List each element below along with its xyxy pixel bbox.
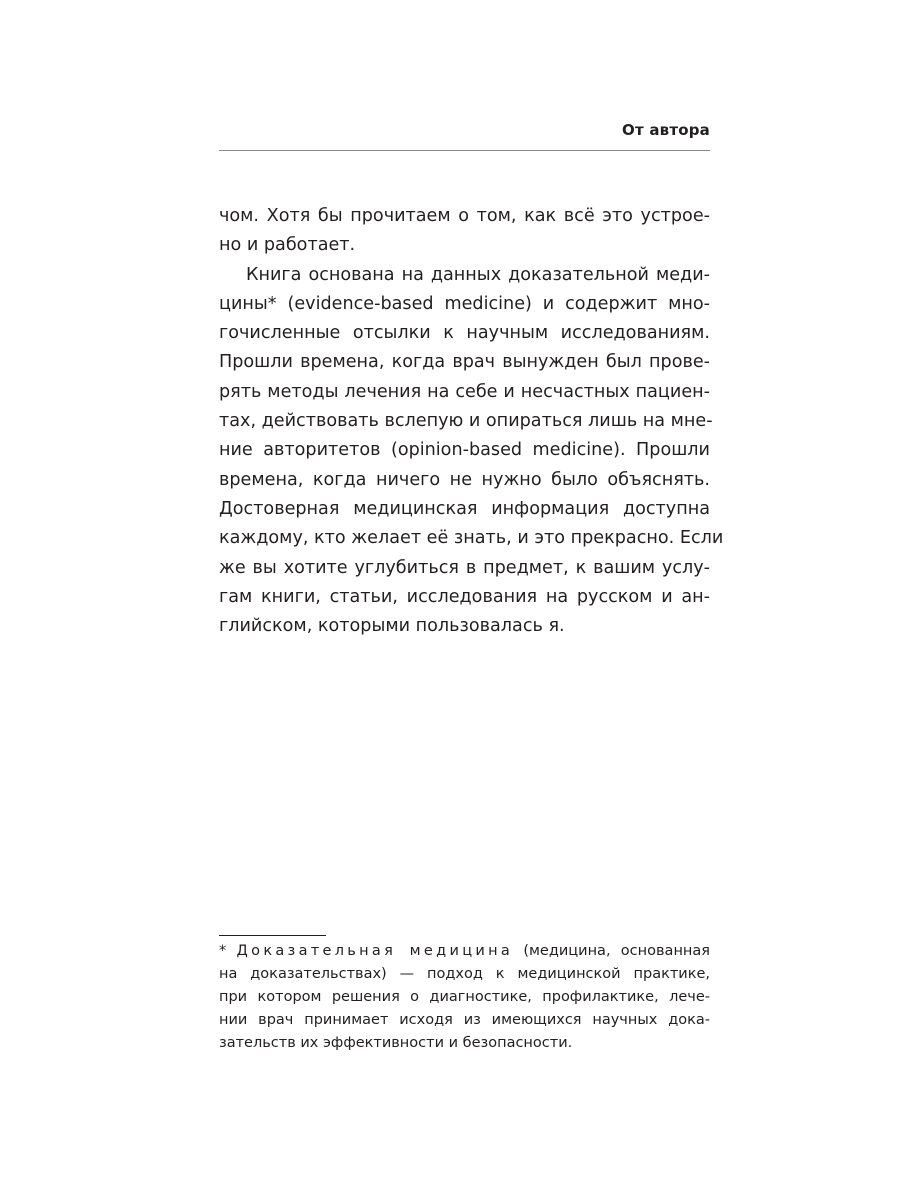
body-line: глийском, которыми пользовалась я. bbox=[219, 616, 565, 637]
footnote-line: на доказательствах) — подход к медицинской практике, bbox=[219, 966, 710, 982]
body-line: но и работает. bbox=[219, 235, 356, 256]
footnote-term: Доказательная медицина bbox=[236, 943, 514, 959]
body-line: тах, действовать вслепую и опираться лишь на мне- bbox=[219, 411, 713, 432]
body-line: гам книги, статьи, исследования на русском и ан- bbox=[219, 586, 710, 607]
body-line: ние авторитетов (opinion-based medicine). Прошли bbox=[219, 440, 710, 461]
footnote-marker: * bbox=[219, 943, 227, 959]
running-head: От автора bbox=[622, 121, 710, 139]
body-line: Прошли времена, когда врач вынужден был прове- bbox=[219, 352, 710, 373]
body-line: гочисленные отсылки к научным исследованиям. bbox=[219, 323, 710, 344]
footnote bbox=[219, 940, 710, 1055]
footnote-line bbox=[219, 940, 710, 963]
body-line: цины* (evidence-based medicine) и содержит мно- bbox=[219, 293, 710, 314]
body-line: Книга основана на данных доказательной меди- bbox=[246, 264, 710, 285]
footnote-rule bbox=[219, 935, 326, 936]
body-line: же вы хотите углубиться в предмет, к вашим услу- bbox=[219, 557, 710, 578]
body-line: рять методы лечения на себе и несчастных пациен- bbox=[219, 381, 710, 402]
body-line: каждому, кто желает её знать, и это прекрасно. Если bbox=[219, 528, 724, 549]
footnote-line: зательств их эффективности и безопасности. bbox=[219, 1035, 573, 1051]
footnote-line1-rest: (медицина, основанная bbox=[513, 943, 711, 959]
body-text bbox=[219, 202, 724, 641]
body-line: времена, когда ничего не нужно было объяснять. bbox=[219, 469, 710, 490]
body-line: чом. Хотя бы прочитаем о том, как всё это устрое- bbox=[219, 206, 710, 226]
footnote-line: нии врач принимает исходя из имеющихся научных дока- bbox=[219, 1012, 710, 1028]
body-line: Достоверная медицинская информация доступна bbox=[219, 498, 710, 519]
footnote-line: при котором решения о диагностике, профилактике, лече- bbox=[219, 989, 710, 1005]
header-rule bbox=[219, 150, 710, 151]
